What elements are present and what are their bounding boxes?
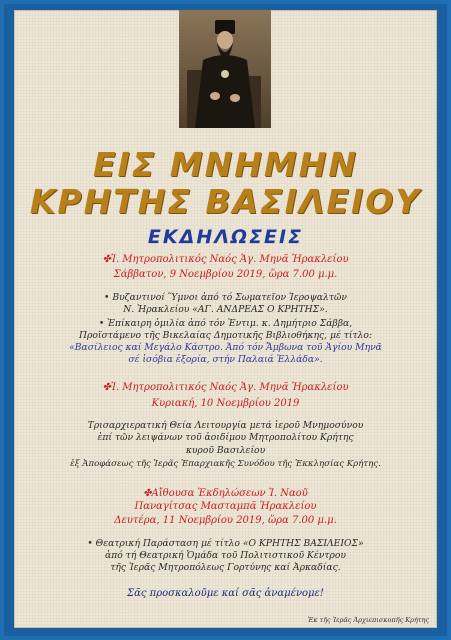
event3-line2: ἀπό τή Θεατρική Ὁμάδα τοῦ Πολιτιστικοῦ Κέντρου — [105, 550, 346, 561]
event2-line2: ἐπί τῶν λειψάνων τοῦ ἀοιδίμου Μητροπολίτου Κρήτης — [97, 432, 354, 443]
archbishop-portrait — [179, 10, 271, 128]
event3-venue-line1: ✤Αἴθουσα Ἐκδηλώσεων Ἱ. Ναοῦ — [143, 488, 308, 499]
event3-line1: • Θεατρική Παράσταση μέ τίτλο «Ο ΚΡΗΤΗΣ ΒΑΣΙΛΕΙΟΣ» — [87, 538, 364, 549]
title-line-1: ΕΙΣ ΜΝΗΜΗΝ — [92, 145, 358, 184]
event3-line3: τῆς Ἱερᾶς Μητροπόλεως Γορτύνης καί Ἀρκαδίας. — [110, 562, 341, 573]
event2-line4: ἐξ Ἀποφάσεως τῆς Ἱερᾶς Ἐπαρχιακῆς Συνόδου τῆς Ἐκκλησίας Κρήτης. — [70, 459, 381, 469]
event1-venue: ✤Ἱ. Μητροπολιτικός Ναός Ἁγ. Μηνᾶ Ἡρακλείου — [102, 254, 349, 265]
event3-date: Δευτέρα, 11 Νοεμβρίου 2019, ὥρα 7.00 μ.μ. — [114, 515, 337, 526]
event1-date: Σάββατον, 9 Νοεμβρίου 2019, ὥρα 7.00 μ.μ. — [113, 269, 338, 280]
event1-item1-line2: Ν. Ἡρακλείου «ΑΓ. ΑΝΔΡΕΑΣ Ο ΚΡΗΤΗΣ». — [123, 304, 328, 315]
event1-item1-line1: • Βυζαντινοί Ὕμνοι ἀπό τό Σωματεῖον Ἱεροψαλτῶν — [104, 292, 347, 303]
invitation: Σᾶς προσκαλοῦμε καί σᾶς ἀναμένομε! — [127, 588, 324, 599]
event2-line1: Τρισαρχιερατική Θεία Λειτουργία μετά ἱεροῦ Μνημοσύνου — [87, 420, 364, 431]
event2-date: Κυριακή, 10 Νοεμβρίου 2019 — [151, 398, 300, 409]
event2-venue: ✤Ἱ. Μητροπολιτικός Ναός Ἁγ. Μηνᾶ Ἡρακλείου — [102, 382, 349, 393]
event1-item2-line3: «Βασίλειος καί Μεγάλο Κάστρο. Ἀπό τόν Ἄμβωνα τοῦ Ἁγίου Μηνᾶ — [69, 342, 382, 353]
poster — [14, 10, 437, 628]
event3-venue-line2: Παναγίτσας Μασταμπᾶ Ἡρακλείου — [134, 501, 317, 512]
event1-item2-line1: • Ἐπίκαιρη ὁμιλία ἀπό τόν Ἐντιμ. κ. Δημήτριο Σάββα, — [98, 318, 353, 329]
event1-item2-line4: σέ ἰσόβια ἐξορία, στήν Παλαιά Ἑλλάδα». — [128, 354, 323, 365]
title-line-2: ΚΡΗΤΗΣ ΒΑΣΙΛΕΙΟΥ — [29, 182, 422, 221]
subtitle: ΕΚΔΗΛΩΣΕΙΣ — [147, 226, 304, 248]
event2-line3: κυροῦ Βασιλείου — [185, 445, 266, 456]
footer-signature: Ἐκ τῆς Ἱερᾶς Ἀρχιεπισκοπῆς Κρήτης — [307, 616, 429, 624]
event1-item2-line2: Προϊστάμενο τῆς Βικελαίας Δημοτικῆς Βιβλιοθήκης, μέ τίτλο: — [78, 330, 373, 341]
